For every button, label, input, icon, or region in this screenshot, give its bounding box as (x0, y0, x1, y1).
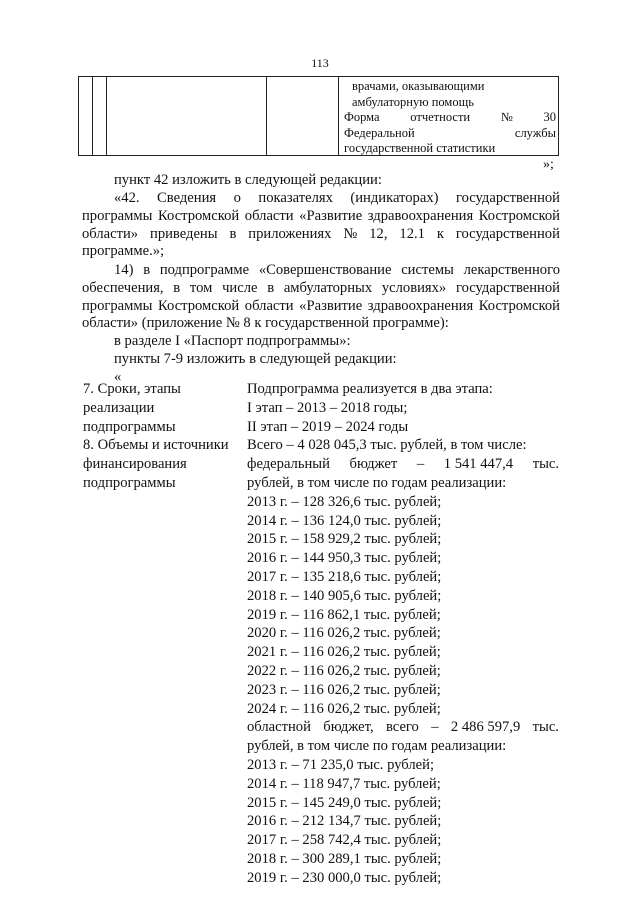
word: государственной (455, 190, 560, 206)
federal-year-line: 2013 г. – 128 326,6 тыс. рублей; (247, 493, 442, 510)
word: условиях» (381, 279, 447, 296)
word: бюджет (349, 456, 398, 473)
federal-year-line: 2019 г. – 116 862,1 тыс. рублей; (247, 606, 441, 623)
word: в (173, 279, 181, 296)
word: службы (514, 125, 556, 140)
word: 30 (543, 110, 556, 124)
word: государственной (455, 279, 560, 296)
federal-year-line: 2023 г. – 116 026,2 тыс. рублей; (247, 681, 441, 698)
word: государственной (455, 225, 560, 242)
table-line: государственной статистики (344, 141, 496, 155)
paragraph-p3 (82, 262, 560, 333)
word: Федеральной (344, 125, 415, 140)
table-divider (266, 77, 267, 155)
word: 2 486 597,9 (450, 719, 521, 736)
justified-line (82, 262, 560, 280)
word: системы (401, 262, 454, 278)
federal-year-line: 2017 г. – 135 218,6 тыс. рублей; (247, 568, 442, 585)
regional-year-line: 2015 г. – 145 249,0 тыс. рублей; (247, 794, 442, 811)
word: бюджет, (323, 719, 374, 736)
table-line: врачами, оказывающими (352, 79, 485, 93)
text-line: программе.»; (82, 243, 165, 260)
paragraph-p1 (114, 172, 382, 190)
table-divider (338, 77, 339, 155)
word: 12, (369, 225, 388, 242)
table-divider (106, 77, 107, 155)
passport-label: подпрограммы (83, 418, 176, 435)
federal-year-line: 2021 г. – 116 026,2 тыс. рублей; (247, 644, 441, 661)
word: Форма (344, 110, 380, 124)
justified-line (82, 226, 560, 244)
word: приложениях (248, 225, 332, 242)
word: «Развитие (299, 207, 363, 224)
federal-year-line: 2024 г. – 116 026,2 тыс. рублей; (247, 700, 441, 717)
stage-line: II этап – 2019 – 2024 годы (247, 418, 409, 435)
word: тыс. (532, 456, 559, 473)
federal-year-line: 2014 г. – 136 124,0 тыс. рублей; (247, 512, 442, 529)
paragraph-p2 (82, 190, 560, 261)
word: области» (82, 225, 139, 242)
text-line: пункты 7-9 изложить в следующей редакции: (114, 350, 397, 367)
regional-year-line: 2016 г. – 212 134,7 тыс. рублей; (247, 813, 442, 830)
word: числе (222, 279, 258, 296)
regional-year-line: 2013 г. – 71 235,0 тыс. рублей; (247, 756, 434, 773)
regional-year-line: 2014 г. – 118 947,7 тыс. рублей; (247, 775, 441, 792)
word: Костромской (158, 297, 240, 314)
word: «Совершенствование (258, 262, 392, 278)
word: 14) (114, 262, 134, 278)
paragraph-p4 (114, 333, 397, 386)
regional-year-line: 2018 г. – 300 289,1 тыс. рублей; (247, 850, 442, 867)
word: программы (82, 297, 153, 314)
word: в (143, 262, 151, 278)
word: областной (247, 719, 311, 736)
regional-budget-cont: рублей, в том числе по годам реализации: (247, 738, 507, 755)
regional-year-line: 2019 г. – 230 000,0 тыс. рублей; (247, 869, 442, 886)
word: отчетности (410, 110, 471, 124)
word: № (343, 225, 358, 242)
text-line: в разделе I «Паспорт подпрограммы»: (114, 333, 351, 349)
federal-year-line: 2022 г. – 116 026,2 тыс. рублей; (247, 662, 441, 679)
table-fragment (78, 76, 559, 156)
word: тыс. (532, 719, 559, 736)
federal-year-line: 2018 г. – 140 905,6 тыс. рублей; (247, 587, 442, 604)
word: амбулаторных (283, 279, 373, 296)
word: обеспечения, (82, 279, 164, 296)
word: всего (385, 719, 419, 736)
passport-label: 7. Сроки, этапы (83, 381, 181, 397)
word: в (267, 279, 275, 296)
total-line: Всего – 4 028 045,3 тыс. рублей, в том числе: (247, 437, 527, 454)
word: области (244, 297, 294, 314)
word: здравоохранения (367, 207, 474, 224)
passport-values (247, 380, 559, 888)
stage-line: I этап – 2013 – 2018 годы; (247, 399, 408, 416)
justified-line (82, 298, 560, 316)
word: Сведения (157, 190, 217, 206)
word: Костромской (478, 297, 560, 314)
word: 1 541 447,4 (443, 456, 514, 473)
federal-year-line: 2016 г. – 144 950,3 тыс. рублей; (247, 550, 442, 567)
word: области (244, 207, 294, 224)
closing-quote: »; (543, 157, 554, 172)
open-quote: « (114, 368, 122, 385)
word: «42. (114, 190, 140, 206)
stage-line: Подпрограмма реализуется в два этапа: (247, 381, 493, 397)
word: (индикаторах) (350, 190, 439, 206)
passport-label: 8. Объемы и источники (83, 437, 229, 454)
word: о (233, 190, 241, 206)
word: – (431, 719, 439, 736)
word: показателях (258, 190, 333, 206)
table-cell-text (344, 79, 556, 157)
passport-labels (83, 380, 243, 493)
word: в (229, 225, 237, 242)
justified-line (82, 190, 560, 208)
table-line: амбулаторную помощь (352, 94, 474, 109)
federal-budget-line (247, 455, 559, 474)
federal-budget-cont: рублей, в том числе по годам реализации: (247, 474, 507, 491)
table-federal-line (344, 126, 556, 142)
text-line: области» (приложение № 8 к государственной программе): (82, 315, 449, 332)
passport-label: реализации (83, 399, 155, 416)
word: приведены (150, 225, 218, 242)
word: – (416, 456, 425, 473)
word: № (500, 110, 513, 124)
justified-line (82, 208, 560, 226)
word: «Развитие (299, 297, 363, 314)
word: программы (82, 207, 153, 224)
word: подпрограмме (159, 262, 250, 278)
word: 12.1 (399, 225, 425, 242)
federal-year-line: 2020 г. – 116 026,2 тыс. рублей; (247, 625, 441, 642)
table-divider (92, 77, 93, 155)
federal-year-line: 2015 г. – 158 929,2 тыс. рублей; (247, 531, 442, 548)
regional-budget-line (247, 718, 559, 737)
word: федеральный (247, 456, 330, 473)
word: к (436, 225, 444, 242)
word: Костромской (158, 207, 240, 224)
page-number: 113 (311, 56, 329, 70)
passport-label: финансирования (83, 456, 187, 473)
table-form-line (344, 110, 556, 126)
regional-year-line: 2017 г. – 258 742,4 тыс. рублей; (247, 832, 442, 849)
text-line: пункт 42 изложить в следующей редакции: (114, 172, 382, 188)
justified-line (82, 280, 560, 298)
word: лекарственного (463, 262, 560, 278)
word: том (189, 279, 213, 296)
word: здравоохранения (367, 297, 474, 314)
passport-label: подпрограммы (83, 474, 176, 491)
word: Костромской (478, 207, 560, 224)
